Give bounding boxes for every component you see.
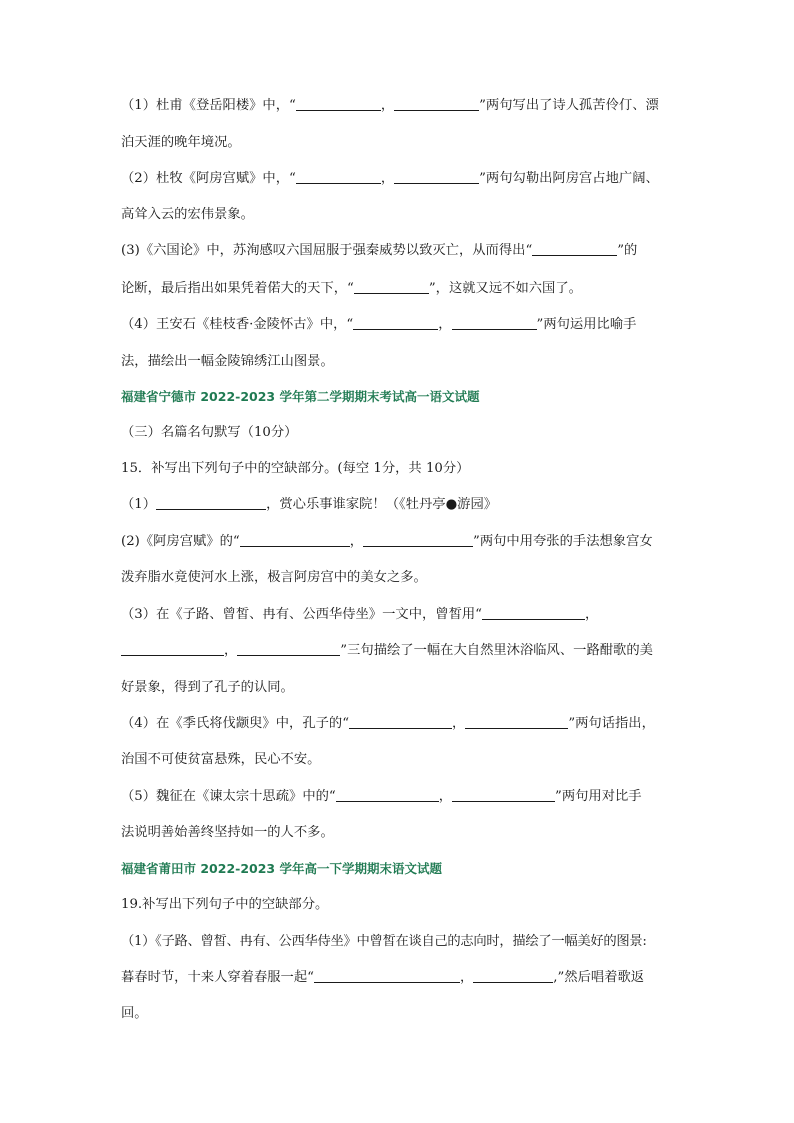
question-15-4-line-1: （4）在《季氏将伐颛臾》中，孔子的“ ， ”两句话指出，: [121, 716, 655, 731]
question-15-2-line-2: 泼弃脂水竟使河水上涨，极言阿房宫中的美女之多。: [121, 570, 427, 585]
question-19-instruction: 19.补写出下列句子中的空缺部分。: [121, 897, 329, 912]
question-15-3-line-1: （3）在《子路、曾皙、冉有、公西华侍坐》一文中，曾皙用“ ，: [121, 607, 599, 622]
answer-blank[interactable]: [314, 968, 460, 983]
question-4-line-2: 法，描绘出一幅金陵锦绣江山图景。: [121, 354, 334, 369]
question-15-3-line-2: ， ”三句描绘了一幅在大自然里沐浴临风、一路酣歌的美: [121, 641, 681, 661]
answer-blank[interactable]: [452, 787, 555, 802]
question-19-1-line-2: 暮春时节，十来人穿着春服一起“ ， ,”然后唱着歌返: [121, 970, 645, 985]
question-4-line-1: （4）王安石《桂枝香·金陵怀古》中，“ ， ”两句运用比喻手: [121, 317, 637, 332]
question-1-line-2: 泊天涯的晚年境况。: [121, 135, 241, 150]
answer-blank[interactable]: [452, 315, 537, 330]
section-title: （三）名篇名句默写（10分）: [121, 425, 298, 440]
answer-blank[interactable]: [482, 605, 585, 620]
answer-blank[interactable]: [296, 169, 381, 184]
question-15-3-line-3: 好景象，得到了孔子的认同。: [121, 680, 294, 695]
answer-blank[interactable]: [465, 714, 568, 729]
question-15-instruction: 15．补写出下列句子中的空缺部分。(每空 1分，共 10分）: [121, 461, 470, 476]
answer-blank[interactable]: [394, 169, 479, 184]
answer-blank[interactable]: [473, 968, 553, 983]
answer-blank[interactable]: [394, 96, 479, 111]
exam-heading-ningde: 福建省宁德市 2022-2023 学年第二学期期末考试高一语文试题: [121, 389, 480, 404]
question-15-5-line-1: （5）魏征在《谏太宗十思疏》中的“ ， ”两句用对比手: [121, 789, 642, 804]
question-3-line-2: 论断，最后指出如果凭着偌大的天下，“ ”，这就又远不如六国了。: [121, 281, 582, 296]
answer-blank[interactable]: [532, 241, 617, 256]
question-3-line-1: (3)《六国论》中，苏洵感叹六国屈服于强秦威势以致灭亡，从而得出“ ”的: [121, 243, 638, 258]
answer-blank[interactable]: [354, 279, 429, 294]
question-15-1: （1） ，赏心乐事谁家院！（《牡丹亭●游园》: [121, 497, 498, 512]
answer-blank[interactable]: [240, 532, 350, 547]
question-19-1-line-3: 回。: [121, 1006, 148, 1021]
question-1-line-1: （1）杜甫《登岳阳楼》中，“ ， ”两句写出了诗人孤苦伶仃、漂: [121, 98, 659, 113]
question-2-line-2: 高耸入云的宏伟景象。: [121, 207, 254, 222]
answer-blank[interactable]: [121, 641, 224, 656]
answer-blank[interactable]: [336, 787, 439, 802]
question-15-5-line-2: 法说明善始善终坚持如一的人不多。: [121, 825, 334, 840]
answer-blank[interactable]: [237, 641, 340, 656]
exam-heading-putian: 福建省莆田市 2022-2023 学年高一下学期期末语文试题: [121, 861, 442, 876]
answer-blank[interactable]: [296, 96, 381, 111]
question-19-1-line-1: （1）《子路、曾皙、冉有、公西华侍坐》中曾皙在谈自己的志向时，描绘了一幅美好的图景:: [121, 934, 647, 949]
question-15-4-line-2: 治国不可使贫富悬殊，民心不安。: [121, 752, 321, 767]
answer-blank[interactable]: [363, 532, 473, 547]
answer-blank[interactable]: [156, 495, 266, 510]
answer-blank[interactable]: [353, 315, 438, 330]
question-15-2-line-1: (2)《阿房宫赋》的“ ， ”两句中用夸张的手法想象宫女: [121, 534, 653, 549]
answer-blank[interactable]: [349, 714, 452, 729]
question-2-line-1: （2）杜牧《阿房宫赋》中，“ ， ”两句勾勒出阿房宫占地广阔、: [121, 171, 659, 186]
